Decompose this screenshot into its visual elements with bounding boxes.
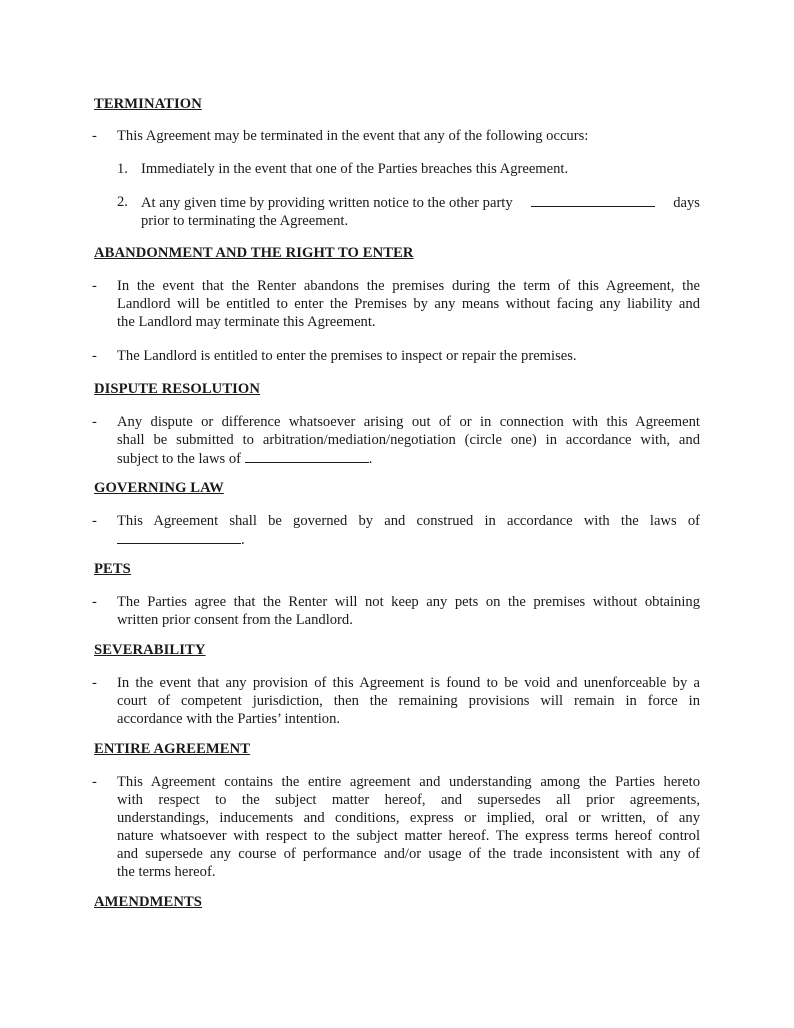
bullet-dash: - <box>92 414 97 430</box>
termination-item-2 <box>141 193 700 230</box>
bullet-dash: - <box>92 128 97 144</box>
dispute-laws-blank[interactable] <box>245 449 369 463</box>
list-number: 2. <box>117 194 128 210</box>
termination-item-2-continued: prior to terminating the Agreement. <box>141 213 349 229</box>
heading-abandonment: ABANDONMENT AND THE RIGHT TO ENTER <box>94 245 414 261</box>
bullet-dash: - <box>92 278 97 294</box>
bullet-dash: - <box>92 774 97 790</box>
pets-paragraph: The Parties agree that the Renter will not keep any pets on the premises without obtaining written prior consent from the Landlord. <box>117 594 700 628</box>
bullet-dash: - <box>92 348 97 364</box>
governing-law-paragraph: This Agreement shall be governed by and construed in accordance with the laws of . <box>117 513 700 548</box>
heading-pets: PETS <box>94 561 131 577</box>
bullet-dash: - <box>92 594 97 610</box>
abandonment-paragraph-1: In the event that the Renter abandons the premises during the term of this Agreement, the Landlord will be entitled to enter the Premises by any means without facing any liability and the Landlord may terminate this Agreement. <box>117 278 700 330</box>
termination-item-2-days: days <box>673 195 700 211</box>
dispute-paragraph: Any dispute or difference whatsoever arising out of or in connection with this Agreement shall be submitted to arbitration/mediation/negotiation (circle one) in accordance with, and subject to the laws of . <box>117 414 700 467</box>
abandonment-paragraph-2: The Landlord is entitled to enter the premises to inspect or repair the premises. <box>117 348 577 364</box>
heading-governing-law: GOVERNING LAW <box>94 480 224 496</box>
entire-agreement-paragraph: This Agreement contains the entire agreement and understanding among the Parties hereto with respect to the subject matter hereof, and supersedes all prior agreements, understandings, inducements and conditions, express or implied, oral or written, of any nature whatsoever with respect to the subject matter hereof. The express terms hereof control and supersede any course of performance and/or usage of the trade inconsistent with any of the terms hereof. <box>117 774 700 880</box>
termination-intro: This Agreement may be terminated in the event that any of the following occurs: <box>117 128 589 144</box>
heading-termination: TERMINATION <box>94 96 202 112</box>
heading-severability: SEVERABILITY <box>94 642 206 658</box>
bullet-dash: - <box>92 675 97 691</box>
termination-item-1: Immediately in the event that one of the Parties breaches this Agreement. <box>141 161 569 177</box>
heading-amendments: AMENDMENTS <box>94 894 203 910</box>
bullet-dash: - <box>92 513 97 529</box>
list-number: 1. <box>117 161 128 177</box>
governing-law-blank[interactable] <box>117 530 241 544</box>
heading-dispute-resolution: DISPUTE RESOLUTION <box>94 381 261 397</box>
termination-item-2-text: At any given time by providing written notice to the other party <box>141 195 513 211</box>
severability-paragraph: In the event that any provision of this Agreement is found to be void and unenforceable by a court of competent jurisdiction, then the remaining provisions will remain in force in accordance with the Parties’ intention. <box>117 675 700 727</box>
heading-entire-agreement: ENTIRE AGREEMENT <box>94 741 251 757</box>
notice-days-blank[interactable] <box>531 193 655 207</box>
